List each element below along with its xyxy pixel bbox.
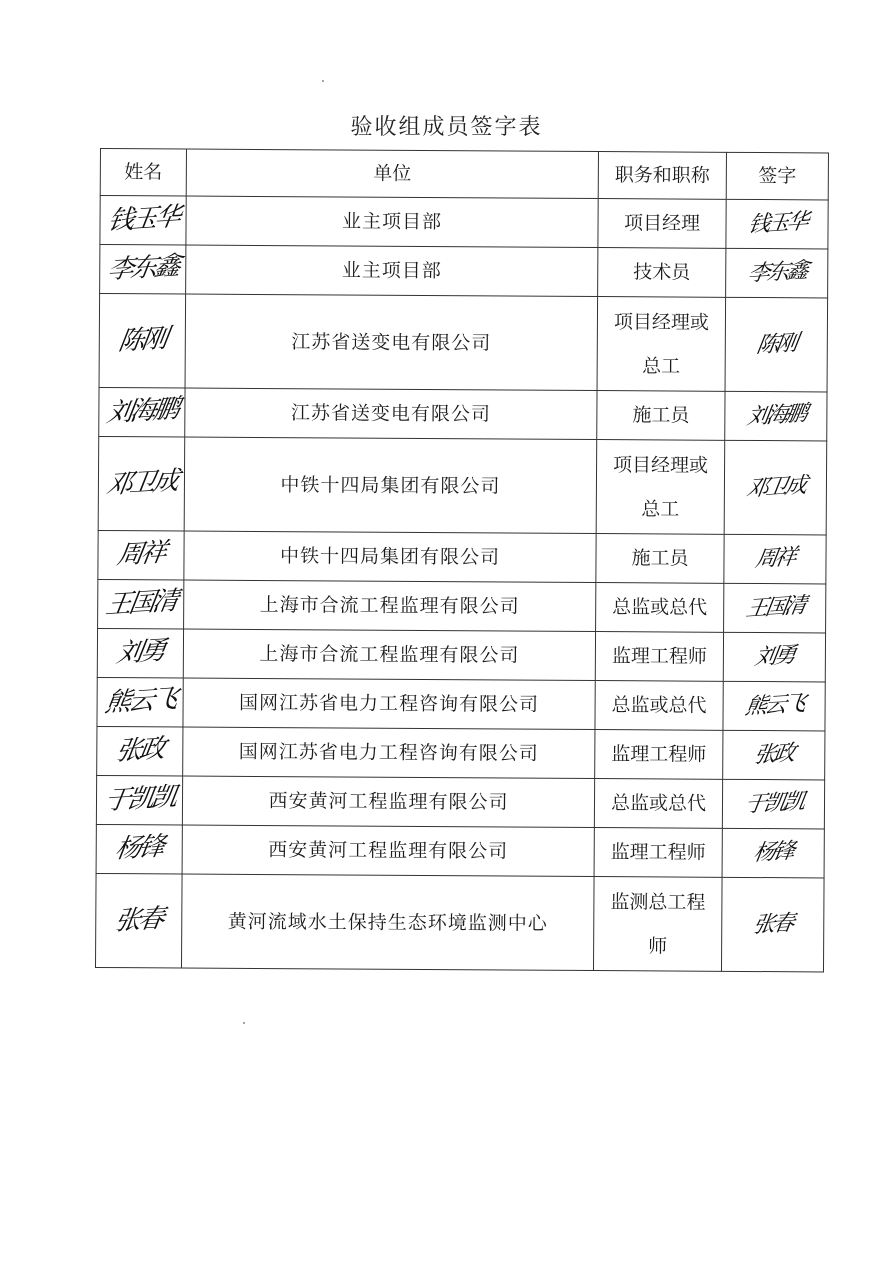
signature: 邓卫成: [744, 472, 807, 502]
sign-cell: [725, 391, 827, 441]
sign-cell: [725, 297, 828, 392]
table-row: [100, 245, 828, 298]
name-cell: [98, 530, 184, 580]
table-row: [100, 196, 828, 249]
signature: 陈刚: [755, 330, 798, 358]
sign-cell: [723, 681, 825, 731]
signature: 刘海鹏: [745, 401, 807, 430]
name-cell: [96, 824, 182, 874]
unit-cell: 业主项目部: [186, 196, 598, 248]
name-cell: [99, 294, 186, 389]
header-duty: 职务和职称: [598, 152, 726, 200]
sign-cell: [722, 779, 824, 829]
duty-cell: 总监或总代: [596, 583, 724, 633]
duty-cell: 项目经理或总工: [597, 297, 726, 392]
table-row: [99, 294, 828, 392]
unit-cell: 上海市合流工程监理有限公司: [183, 629, 595, 681]
handwritten-name: 王国清: [103, 586, 178, 621]
name-cell: [98, 579, 184, 629]
handwritten-name: 刘海鹏: [104, 394, 180, 429]
sign-cell: [724, 583, 826, 633]
sign-cell: [722, 828, 824, 878]
name-cell: [95, 873, 182, 968]
table-row: [96, 824, 824, 877]
duty-cell: 监理工程师: [594, 828, 722, 878]
handwritten-name: 杨锋: [113, 831, 165, 865]
table-row: [98, 436, 827, 534]
duty-cell: 项目经理: [598, 199, 726, 249]
handwritten-name: 熊云飞: [102, 684, 178, 719]
unit-cell: 西安黄河工程监理有限公司: [182, 776, 594, 828]
name-cell: [97, 677, 183, 727]
signature: 李东鑫: [746, 258, 808, 287]
unit-cell: 国网江苏省电力工程咨询有限公司: [183, 727, 595, 779]
duty-cell: 施工员: [596, 534, 724, 584]
unit-cell: 业主项目部: [186, 245, 598, 297]
table-row: [97, 628, 825, 681]
duty-cell: 监测总工程师: [593, 877, 722, 972]
unit-cell: 江苏省送变电有限公司: [185, 294, 598, 391]
scan-speck: [243, 1022, 245, 1024]
name-cell: [97, 628, 183, 678]
signature: 张春: [751, 910, 794, 938]
table-row: [97, 726, 825, 779]
duty-cell: 技术员: [598, 248, 726, 298]
table-row: [98, 579, 826, 632]
name-cell: [100, 245, 186, 295]
unit-cell: 江苏省送变电有限公司: [185, 388, 597, 440]
unit-cell: 国网江苏省电力工程咨询有限公司: [183, 678, 595, 730]
duty-cell: 监理工程师: [595, 632, 723, 682]
table-header-row: [100, 149, 828, 200]
signature: 熊云飞: [743, 691, 805, 720]
sign-cell: [724, 534, 826, 584]
signature: 周祥: [753, 544, 797, 573]
handwritten-name: 周祥: [115, 537, 167, 571]
table-row: [99, 387, 827, 440]
sign-cell: [723, 632, 825, 682]
table-row: [96, 775, 824, 828]
handwritten-name: 于凯凯: [102, 782, 177, 817]
header-unit: 单位: [186, 149, 598, 199]
handwritten-name: 刘勇: [114, 635, 166, 669]
sign-cell: [726, 248, 828, 298]
signature: 张政: [752, 740, 795, 769]
signature: 刘勇: [753, 642, 796, 671]
sign-cell: [726, 199, 828, 249]
name-cell: [99, 387, 185, 437]
header-sign: 签字: [726, 152, 828, 200]
unit-cell: 西安黄河工程监理有限公司: [182, 825, 594, 877]
duty-cell: 总监或总代: [594, 779, 722, 829]
table-row: [95, 873, 824, 971]
name-cell: [100, 196, 186, 246]
unit-cell: 中铁十四局集团有限公司: [184, 531, 596, 583]
scan-speck: [322, 80, 324, 82]
table-row: [98, 530, 826, 583]
unit-cell: 中铁十四局集团有限公司: [184, 437, 597, 534]
signature: 于凯凯: [742, 789, 805, 818]
signature: 王国清: [744, 593, 806, 622]
signature: 杨锋: [752, 838, 795, 867]
name-cell: [97, 726, 183, 776]
handwritten-name: 张政: [114, 733, 166, 767]
duty-cell: 总监或总代: [595, 681, 723, 731]
sign-cell: [721, 877, 824, 972]
signature-table: [95, 148, 829, 972]
table-row: [97, 677, 825, 730]
name-cell: [98, 436, 185, 531]
unit-cell: 上海市合流工程监理有限公司: [184, 580, 596, 632]
header-name: 姓名: [100, 149, 186, 197]
page-title: 验收组成员签字表: [350, 115, 543, 140]
handwritten-name: 李东鑫: [105, 251, 180, 286]
duty-cell: 监理工程师: [595, 730, 723, 780]
sign-cell: [723, 730, 825, 780]
handwritten-name: 张春: [113, 903, 165, 937]
handwritten-name: 陈刚: [116, 323, 168, 357]
sign-cell: [724, 440, 827, 535]
handwritten-name: 钱玉华: [105, 202, 181, 237]
duty-cell: 施工员: [597, 391, 725, 441]
duty-cell: 项目经理或总工: [596, 440, 725, 535]
unit-cell: 黄河流域水土保持生态环境监测中心: [181, 874, 594, 971]
signature: 钱玉华: [746, 209, 808, 238]
handwritten-name: 邓卫成: [104, 465, 179, 500]
name-cell: [96, 775, 182, 825]
